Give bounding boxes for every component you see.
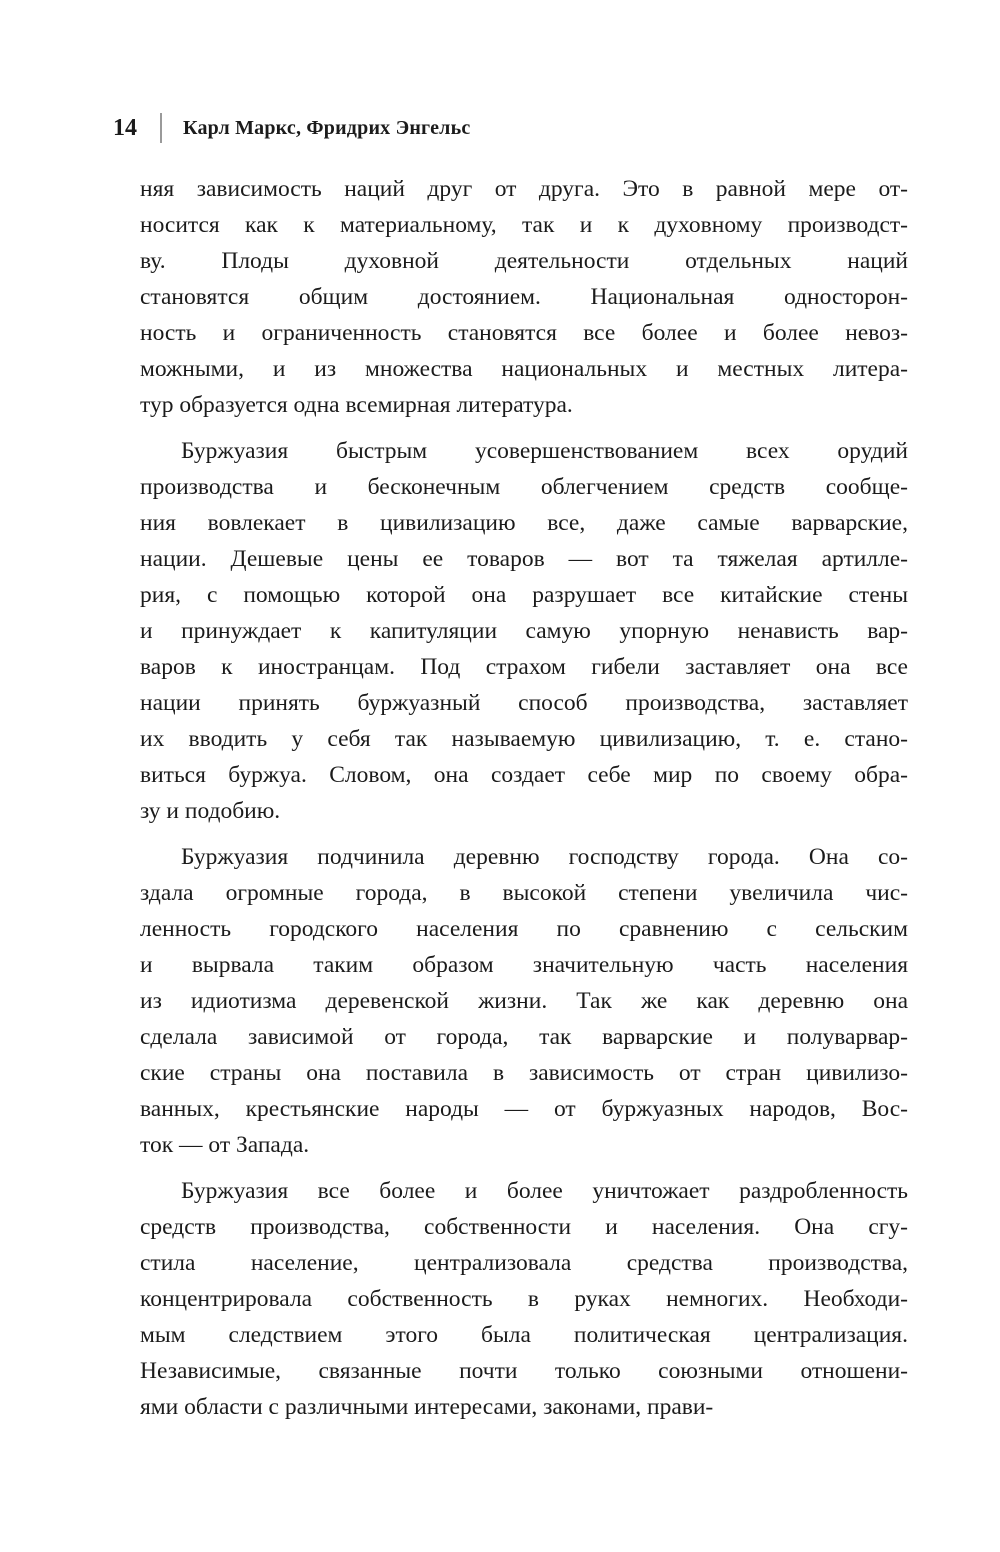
text-line: носится как к материальному, так и к духовному производст- (140, 212, 908, 238)
header-title: Карл Маркс, Фридрих Энгельс (183, 117, 471, 139)
text-line: сделала зависимой от города, так варварские и полуварвар- (140, 1024, 908, 1050)
paragraph (140, 171, 908, 423)
text-line: производства и бесконечным облегчением средств сообще- (140, 474, 908, 500)
header-divider (160, 113, 162, 143)
text-line: Буржуазия все более и более уничтожает раздробленность (181, 1178, 908, 1204)
text-line: стила население, централизовала средства производства, (140, 1250, 908, 1276)
paragraph (140, 1173, 908, 1425)
page-number: 14 (113, 115, 137, 141)
text-line: и принуждает к капитуляции самую упорную ненависть вар- (140, 618, 908, 644)
text-line: тур образуется одна всемирная литература. (140, 392, 573, 418)
text-line: ванных, крестьянские народы — от буржуазных народов, Вос- (140, 1096, 908, 1122)
text-line: из идиотизма деревенской жизни. Так же как деревню она (140, 988, 908, 1014)
text-line: ность и ограниченность становятся все более и более невоз- (140, 320, 908, 346)
running-header (113, 0, 908, 144)
text-line: можными, и из множества национальных и местных литера- (140, 356, 908, 382)
text-line: Буржуазия быстрым усовершенствованием всех орудий (181, 438, 908, 464)
text-line: мым следствием этого была политическая централизация. (140, 1322, 908, 1348)
text-line: ния вовлекает в цивилизацию все, даже самые варварские, (140, 510, 908, 536)
text-line: нации. Дешевые цены ее товаров — вот та тяжелая артилле- (140, 546, 908, 572)
text-line: зу и подобию. (140, 798, 281, 824)
text-line: ские страны она поставила в зависимость от стран цивилизо- (140, 1060, 908, 1086)
text-line: рия, с помощью которой она разрушает все китайские стены (140, 582, 908, 608)
text-line: ток — от Запада. (140, 1132, 310, 1158)
paragraph (140, 839, 908, 1163)
text-line: ву. Плоды духовной деятельности отдельных наций (140, 248, 908, 274)
text-line: Буржуазия подчинила деревню господству города. Она со- (181, 844, 908, 870)
text-line: становятся общим достоянием. Национальная односторон- (140, 284, 908, 310)
text-line: ями области с различными интересами, законами, прави- (140, 1394, 714, 1420)
paragraph (140, 433, 908, 829)
text-line: нации принять буржуазный способ производства, заставляет (140, 690, 908, 716)
text-line: концентрировала собственность в руках немногих. Необходи- (140, 1286, 908, 1312)
body-text (140, 171, 908, 1425)
text-line: ленность городского населения по сравнению с сельским (140, 916, 908, 942)
text-line: виться буржуа. Словом, она создает себе мир по своему обра- (140, 762, 908, 788)
text-line: няя зависимость наций друг от друга. Это в равной мере от- (140, 176, 908, 202)
text-line: средств производства, собственности и населения. Она сгу- (140, 1214, 908, 1240)
text-line: варов к иностранцам. Под страхом гибели заставляет она все (140, 654, 908, 680)
text-line: и вырвала таким образом значительную часть населения (140, 952, 908, 978)
text-line: здала огромные города, в высокой степени увеличила чис- (140, 880, 908, 906)
text-line: Независимые, связанные почти только союзными отношени- (140, 1358, 908, 1384)
text-line: их вводить у себя так называемую цивилизацию, т. е. стано- (140, 726, 908, 752)
